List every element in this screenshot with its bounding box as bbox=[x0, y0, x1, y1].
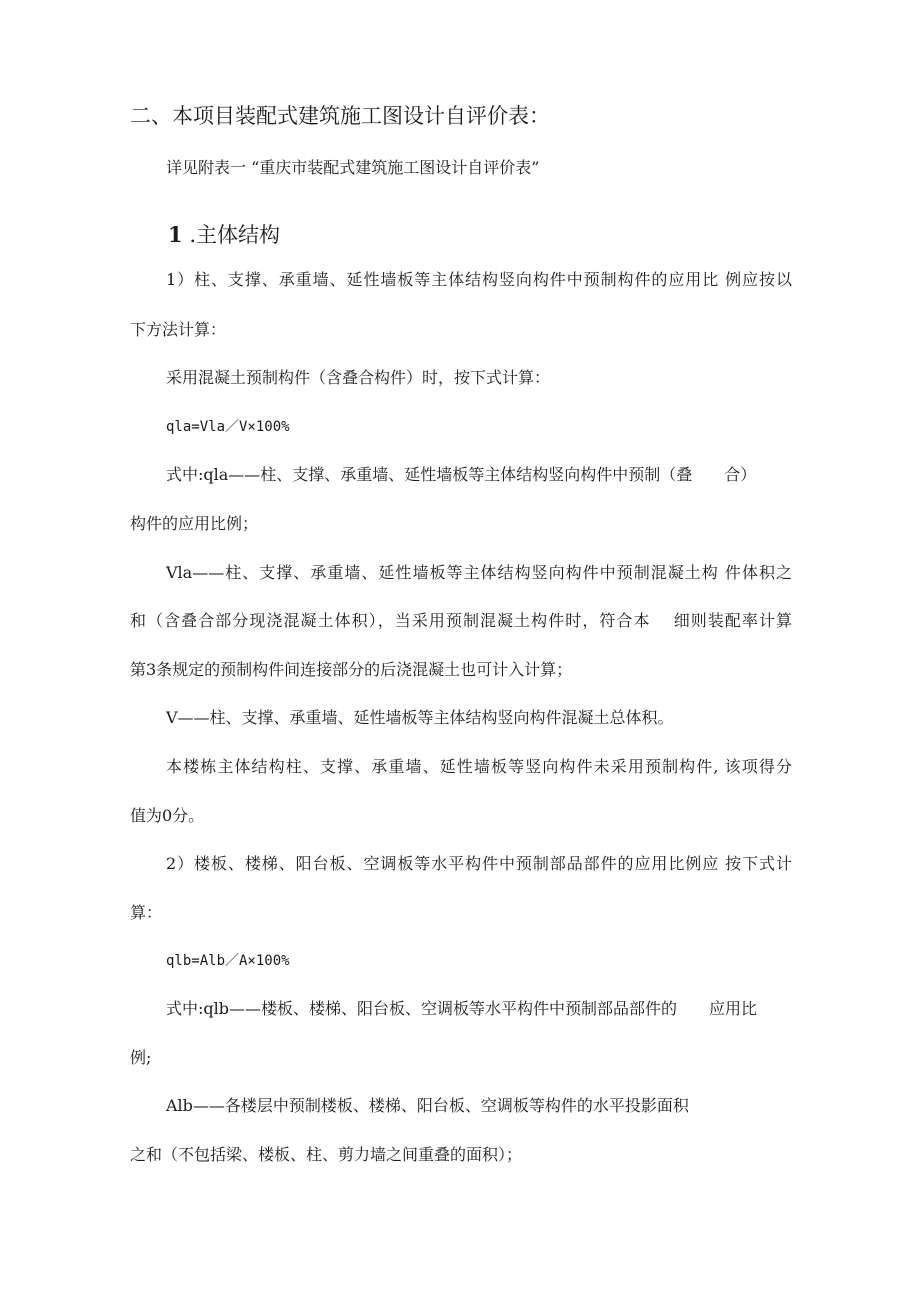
paragraph-1-line-1: 1）柱、支撑、承重墙、延性墙板等主体结构竖向构件中预制构件的应用比 例应按以 bbox=[166, 270, 792, 289]
definition-prefix: 式中: bbox=[166, 465, 204, 484]
definition-qla-line-2: 构件的应用比例； bbox=[130, 514, 259, 533]
definition-qlb-line-1 bbox=[166, 999, 792, 1019]
section-title: 二、本项目装配式建筑施工图设计自评价表： bbox=[130, 104, 550, 128]
formula-qlb: qlb=Alb／A×100% bbox=[166, 953, 290, 969]
definition-vla-line-1: Vla——柱、支撑、承重墙、延性墙板等主体结构竖向构件中预制混凝土构 件体积之 bbox=[166, 563, 792, 582]
definition-alb-line-1: Alb——各楼层中预制楼板、楼梯、阳台板、空调板等构件的水平投影面积 bbox=[166, 1096, 689, 1115]
paragraph-4-line-2: 算： bbox=[130, 903, 163, 922]
definition-vla-line-3: 第3条规定的预制构件间连接部分的后浇混凝土也可计入计算； bbox=[130, 660, 573, 679]
paragraph-2: 采用混凝土预制构件（含叠合构件）时，按下式计算： bbox=[166, 368, 551, 387]
definition-qla-line-1 bbox=[166, 465, 792, 485]
paragraph-4-line-1: 2）楼板、楼梯、阳台板、空调板等水平构件中预制部品部件的应用比例应 按下式计 bbox=[166, 854, 792, 873]
definition-v: V——柱、支撑、承重墙、延性墙板等主体结构竖向构件混凝土总体积。 bbox=[166, 708, 674, 727]
definition-prefix: 式中: bbox=[166, 999, 204, 1018]
paragraph-1-line-2: 下方法计算： bbox=[130, 320, 227, 339]
formula-qla: qla=Vla／V×100% bbox=[166, 419, 290, 435]
subsection-label: .主体结构 bbox=[189, 223, 280, 247]
subsection-title bbox=[168, 222, 280, 248]
subsection-number: 1 bbox=[168, 222, 183, 247]
definition-qlb-text: qlb——楼板、楼梯、阳台板、空调板等水平构件中预制部品部件的 应用比 bbox=[203, 999, 758, 1018]
intro-line: 详见附表一 “重庆市装配式建筑施工图设计自评价表” bbox=[166, 158, 540, 177]
paragraph-3-line-1: 本楼栋主体结构柱、支撑、承重墙、延性墙板等竖向构件未采用预制构件, 该项得分 bbox=[166, 757, 792, 776]
definition-qlb-line-2: 例; bbox=[130, 1048, 152, 1067]
definition-qla-text: qla——柱、支撑、承重墙、延性墙板等主体结构竖向构件中预制（叠 合） bbox=[203, 465, 757, 484]
paragraph-3-line-2: 值为0分。 bbox=[130, 806, 205, 825]
definition-vla-line-2: 和（含叠合部分现浇混凝土体积），当采用预制混凝土构件时，符合本 细则装配率计算 bbox=[130, 611, 792, 630]
definition-alb-line-2: 之和（不包括梁、楼板、柱、剪力墙之间重叠的面积）； bbox=[130, 1145, 523, 1164]
